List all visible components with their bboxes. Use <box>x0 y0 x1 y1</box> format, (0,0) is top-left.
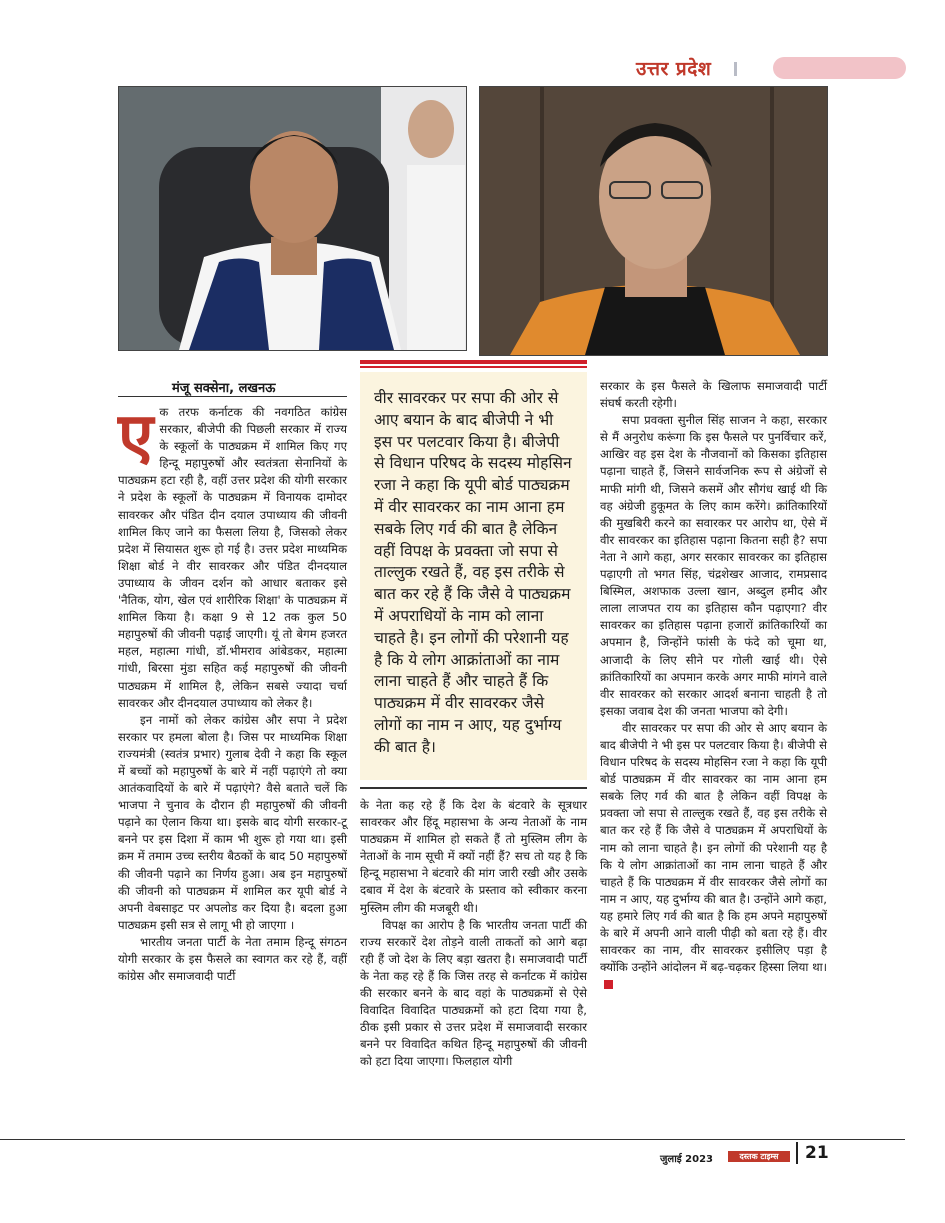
paragraph: सरकार के इस फैसले के खिलाफ समाजवादी पार्टी संघर्ष करती रहेगी। <box>600 379 827 411</box>
portrait-right-illustration <box>480 87 827 355</box>
drop-cap: ए <box>118 399 154 474</box>
photo-left <box>118 86 467 351</box>
magazine-logo: दस्तक टाइम्स <box>728 1151 790 1162</box>
byline: मंजू सक्सेना, लखनऊ <box>172 381 276 396</box>
section-divider <box>734 62 737 76</box>
end-mark-icon <box>604 980 613 989</box>
paragraph <box>118 399 347 712</box>
portrait-left-illustration <box>119 87 466 350</box>
pull-quote-rule-top <box>360 360 587 364</box>
footer-month: जुलाई 2023 <box>660 1154 714 1165</box>
paragraph: सपा प्रवक्ता सुनील सिंह साजन ने कहा, सरकार से मैं अनुरोध करूंगा कि इस फैसले पर पुनर्विचार करें, आखिर वह इस देश के नौजवानों को किसका इतिहास पढ़ाना चाहते हैं, जिसने सार्वजनिक रूप से अंग्रेजों से माफी मांगी थी, जिसने कसमें और सौगंध खाई थी कि वह अंग्रेजी हुकूमत के लिए काम करेंगे। क्रांतिकारियों की मुखबिरी करने का सवारकर पर आरोप था, ऐसे में वीर सावरकर का इतिहास पढ़ाना कितना सही है? सपा नेता ने आगे कहा, अगर सरकार सावरकर का इतिहास पढ़ाएगी तो भगत सिंह, चंद्रशेखर आजाद, रामप्रसाद बिस्मिल, अशफाक उल्ला खान, अब्दुल हमीद और लाला लाजपत राय का इतिहास कौन पढ़ाएगा? वीर सावरकर का इतिहास पढ़ाना हजारों क्रांतिकारियों का अपमान है, जिन्होंने फांसी के फंदे को चूमा था, आजादी के लिए सीने पर गोली खाई थी। ऐसे क्रांतिकारियों का अपमान करके अगर माफी मांगने वाले वीर सावरकर को सरकार आदर्श बनाना चाहती है तो इसका जवाब देश की जनता भाजपा को देगी। <box>600 413 827 718</box>
paragraph: इन नामों को लेकर कांग्रेस और सपा ने प्रदेश सरकार पर हमला बोला है। जिस पर माध्यमिक शिक्षा राज्यमंत्री (स्वतंत्र प्रभार) गुलाब देवी ने कहा कि स्कूल में बच्चों को महापुरुषों के बारे में नहीं पढ़ाएंगे तो क्या आतंकवादियों के बारे में पढ़ाएंगे? वैसे बताते चलें कि भाजपा ने चुनाव के दौरान ही महापुरुषों की जीवनी पढ़ाने का ऐलान किया था। इसके बाद योगी सरकार-टू बनने पर इस दिशा में काम भी शुरू हो गया था। इसी क्रम में तमाम उच्च स्तरीय बैठकों के बाद 50 महापुरुषों की जीवनी पढ़ाने का निर्णय हुआ। अब इन महापुरुषों की जीवनी को पाठ्यक्रम में शामिल कर यूपी बोर्ड ने अपनी वेबसाइट पर अपलोड कर दिया है। बदला हुआ पाठ्यक्रम इसी सत्र से लागू भी हो जाएगा । <box>118 712 347 932</box>
footer-rule <box>0 1139 905 1140</box>
paragraph-text: क तरफ कर्नाटक की नवगठित कांग्रेस सरकार, बीजेपी की पिछली सरकार में राज्य के स्कूलों के पाठ्यक्रम में शामिल किए गए हिन्दू महापुरुषों और स्वतंत्रता सेनानियों के पाठ्यक्रम हटा रही है, वहीं उत्तर प्रदेश की योगी सरकार ने प्रदेश के स्कूलों के पाठ्यक्रम में विनायक दामोदर सावरकर और पंडित दीन दयाल उपाध्याय की जीवनी शामिल किए जाने का फैसला लिया है, जिसको लेकर प्रदेश में सियासत शुरू हो गई है। उत्तर प्रदेश माध्यमिक शिक्षा बोर्ड ने वीर सावरकर और पंडित दीनदयाल उपाध्याय के जीवन दर्शन को आधार बताकर इसे 'नैतिक, योग, खेल एवं शारीरिक शिक्षा' के पाठ्यक्रम में शामिल किया है। कक्षा 9 से 12 तक कुल 50 महापुरुषों की जीवनी पढ़ाई जाएगी। यूं तो बेगम हजरत महल, महात्मा गांधी, डॉ.भीमराव आंबेडकर, महात्मा गांधी, बिरसा मुंडा सहित कई महापुरुषों की जीवनी पाठ्यक्रम में शामिल है, लेकिन सबसे ज्यादा चर्चा सावरकर और दीनदयाल उपाध्याय को लेकर है। <box>118 405 347 710</box>
pull-quote: वीर सावरकर पर सपा की ओर से आए बयान के बाद बीजेपी ने भी इस पर पलटवार किया है। बीजेपी से विधान परिषद के सदस्य मोहसिन रजा ने कहा कि यूपी बोर्ड पाठ्यक्रम में वीर सावरकर का नाम आना हम सबके लिए गर्व की बात है लेकिन वहीं विपक्ष के प्रवक्ता जो सपा से ताल्लुक रखते हैं, वह इस तरीके से बात कर रहे हैं कि जैसे वे पाठ्यक्रम में अपराधियों के नाम को लाना चाहते है। इन लोगों की परेशानी यह है कि ये लोग आक्रांताओं का नाम लाना चाहते हैं और चाहते हैं कि पाठ्यक्रम में वीर सावरकर जैसे लोगों का नाम न आए, यह दुर्भाग्य की बात है। <box>360 372 587 780</box>
paragraph-text: वीर सावरकर पर सपा की ओर से आए बयान के बाद बीजेपी ने भी इस पर पलटवार किया है। बीजेपी से विधान परिषद के सदस्य मोहसिन रजा ने कहा कि यूपी बोर्ड पाठ्यक्रम में वीर सावरकर का नाम आना हम सबके लिए गर्व की बात है लेकिन वहीं विपक्ष के प्रवक्ता जो सपा से ताल्लुक रखते हैं, वह इस तरीके से बात कर रहे हैं कि जैसे वे पाठ्यक्रम में अपराधियों के नाम को लाना चाहते है। इन लोगों की परेशानी यह है कि ये लोग आक्रांताओं का नाम लाना चाहते हैं और चाहते हैं कि पाठ्यक्रम में वीर सावरकर जैसे लोगों का नाम न आए, यह दुर्भाग्य की बात है। उन्होंने आगे कहा, यह हमारे लिए गर्व की बात है कि हम अपने महापुरुषों के बारे में अपनी आने वाली पीढ़ी को बता रहे हैं। वीर सावरकर का नाम, वीर सावरकर इसीलिए पड़ा है क्योंकि उन्होंने आंदोलन में बढ़-चढ़कर हिस्सा लिया था। <box>600 720 827 975</box>
paragraph <box>600 720 827 994</box>
article-column-3 <box>600 378 827 993</box>
pull-quote-rule-top-thin <box>360 366 587 368</box>
pull-quote-rule-bottom <box>360 787 587 789</box>
paragraph: विपक्ष का आरोप है कि भारतीय जनता पार्टी की राज्य सरकारें देश तोड़ने वाली ताकतों को आगे बढ़ा रही हैं जो देश के लिए बड़ा खतरा है। समाजवादी पार्टी के नेता कह रहे हैं कि जिस तरह से कर्नाटक में कांग्रेस की सरकार बनने के बाद वहां के पाठ्यक्रमों से ऐसे विवादित विवादित पाठ्यक्रमों को हटा दिया गया है, ठीक इसी प्रकार से उत्तर प्रदेश में समाजवादी सरकार बनने पर विवादित कथित हिन्दू महापुरुषों की जीवनी को हटा दिया जाएगा। फिलहाल योगी <box>360 917 587 1069</box>
article-column-1 <box>118 399 347 985</box>
section-pill <box>773 57 906 79</box>
paragraph: के नेता कह रहे हैं कि देश के बंटवारे के सूत्रधार सावरकर और हिंदू महासभा के अन्य नेताओं के नाम पाठ्यक्रम में शामिल हो सकते हैं तो मुस्लिम लीग के नेताओं के नाम सूची में क्यों नहीं हैं? सच तो यह है कि हिन्दू महासभा ने बंटवारे की मांग जारी रखी और उसके दबाव में देश के बंटवारे के प्रस्ताव को स्वीकार करना मुस्लिम लीग की मजबूरी थी। <box>360 798 587 915</box>
page-number: 21 <box>805 1143 829 1163</box>
paragraph: भारतीय जनता पार्टी के नेता तमाम हिन्दू संगठन योगी सरकार के इस फैसले का स्वागत कर रहे हैं, वहीं कांग्रेस और समाजवादी पार्टी <box>118 934 347 984</box>
article-column-2 <box>360 797 587 1071</box>
footer-divider <box>796 1142 798 1164</box>
section-label: उत्तर प्रदेश <box>636 58 712 80</box>
byline-rule <box>118 396 347 397</box>
photo-right <box>479 86 828 356</box>
